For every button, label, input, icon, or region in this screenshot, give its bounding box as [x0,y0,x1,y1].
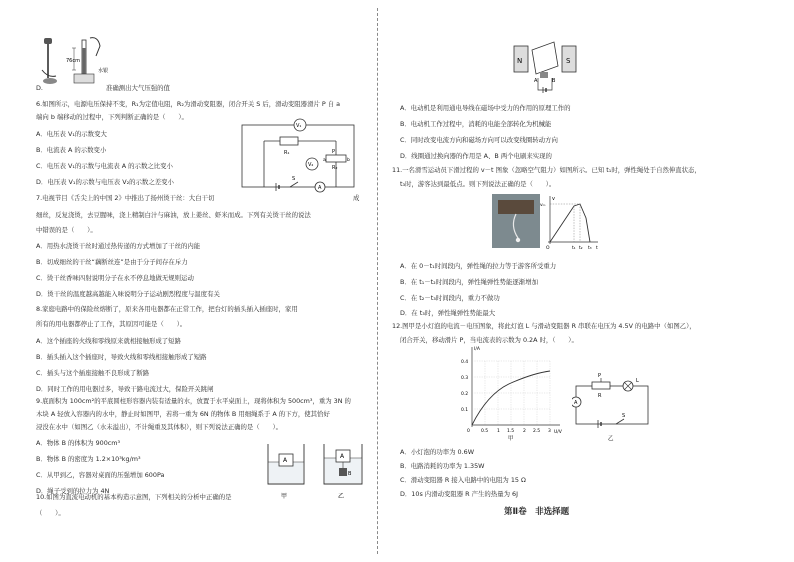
q8-option-d: D．同时工作的用电器过多，导致干路电流过大，保险开关跳闸 [36,385,214,393]
q10-stem-1: 10.如图为直流电动机的基本构造示意图，下列相关的分析中正确的是 [36,493,232,501]
q10-commutator [540,72,548,78]
q11-axis-t: t [596,246,598,251]
q10-option-d: D．线圈通过换向器的作用是 A、B 两个电刷来实现的 [400,152,552,160]
q6-label-a: a [323,158,326,163]
q6-label-r1: R₁ [284,150,290,156]
q12-label-p: P [598,373,602,379]
q12-option-a: A．小灯泡的功率为 0.6W [400,448,475,456]
q10-label-b: B [552,78,556,84]
q9-stem-1: 9.底面积为 100cm²的平底圆柱形容器内装有适量的水，放置于水平桌面上，现将体积为 500cm³，重为 3N 的 [36,397,351,405]
q11-label-origin: O [546,246,550,251]
q6-option-a: A．电压表 V₁的示数变大 [36,130,107,138]
q12-label-r: R [598,393,602,399]
q6-option-d: D．电压表 V₁的示数与电压表 V₂的示数之差变小 [36,178,174,186]
q12-grid [472,361,550,425]
q8-stem-1: 8.家庭电路中的保险丝熔断了，原来各用电器都在正常工作，把台灯的插头插入插座时，家用 [36,305,298,313]
q10-coil [532,42,558,74]
q7-stem-1: 7.电视节目《舌尖上的中国 2》中推出了扬州烫干丝：大白干切 [36,194,215,202]
q10-label-a: A [534,78,538,84]
q6-label-v1: V₁ [296,123,302,129]
q12-xtick: 3 [548,429,551,434]
q12-stem-1: 12.图甲是小灯泡的电流－电压图象，将此灯泡 L 与滑动变阻器 R 串联在电压为 4.5V 的电路中（如图乙）， [392,322,696,330]
q11-option-b: B．在 t₁－t₂时间段内，弹性绳弹性势能逐渐增加 [400,278,538,286]
q6-label-r2: R₂ [332,165,338,171]
q6-circuit-diagram [236,117,364,193]
q9-container-yi [324,444,362,500]
q11-label-t1: t₁ [572,246,576,251]
q5-option-d-label: D. [36,84,43,92]
q8-option-a: A．这个插座的火线和零线原来就相接触形成了短路 [36,337,181,345]
q10-motor-figure [510,36,580,94]
q11-option-d: D．在 t₃时，弹性绳弹性势能最大 [400,309,496,317]
q12-xtick: 0.5 [481,429,489,434]
q11-option-a: A．在 0－t₁时间段内，弹性绳的拉力等于游客所受重力 [400,262,557,270]
q8-stem-2: 所有的用电器都停止了工作，其原因可能是（ ）。 [36,320,187,328]
right-column [392,0,772,562]
q5-label-76cm: 76cm [66,58,80,64]
q10-label-n: N [517,57,523,65]
q12-xtick: 2.5 [533,429,541,434]
q12-label-l: L [636,378,639,384]
q11-stem-1: 11.一名滑雪运动员下滑过程的 v－t 图象（忽略空气阻力）如图所示。已知 t₁时，弹性绳处于自然伸直状态， [392,166,701,174]
q12-rheostat-r [592,382,610,389]
q6-label-s: S [292,176,296,182]
q11-label-t3: t₃ [588,246,592,251]
q11-axis-v: v [552,196,555,202]
q12-label-jia: 甲 [508,436,514,441]
q9-label-a-jia: A [283,457,288,464]
q9-option-b: B．物体 B 的密度为 1.2×10³kg/m³ [36,455,141,463]
q10-label-s: S [566,57,571,65]
q6-stem-1: 6.如图所示，电源电压保持不变，R₁为定值电阻，R₂为滑动变阻器，闭合开关 S 后，滑动变阻器滑片 P 自 a [36,100,341,108]
q10-stem-2: （ ）。 [36,509,65,517]
q12-xtick: 1.5 [507,429,515,434]
q12-axis-x-label: U/V [554,430,562,435]
q7-stem-2: 细丝，反复浇烫，去豆腥味，浇上精制白汁与麻油，放上姜丝、虾米而成。下列有关烫干丝的说法 [36,211,311,219]
q9-label-b: B [348,471,352,477]
q9-label-jia: 甲 [281,493,288,500]
q6-stem-2: 端向 b 端移动的过程中，下列判断正确的是（ ）。 [36,113,188,121]
q10-option-c: C．同时改变电流方向和磁场方向可以改变线圈转动方向 [400,136,558,144]
q9-label-yi: 乙 [338,493,345,500]
q12-xtick: 2 [523,429,526,434]
q7-option-d: D．烫干丝的温度越高越能入味说明分子运动剧烈程度与温度有关 [36,290,220,298]
left-column [28,0,368,562]
q12-ytick: 0.1 [461,408,469,413]
q6-resistor-r1 [280,137,298,145]
q7-stem-1-end: 成 [353,194,360,202]
q7-option-b: B．切成细丝的干丝“藕断丝连”是由于分子间存在斥力 [36,258,188,266]
q12-label-yi: 乙 [608,436,614,442]
q7-stem-3: 中错误的是（ ）。 [36,226,97,234]
q11-label-t2: t₂ [579,246,583,251]
q6-label-b: b [347,158,350,163]
q12-axis-y-label: I/A [474,347,480,352]
q11-figure [492,192,602,252]
q12-ytick: 0.3 [461,376,469,381]
q11-option-c: C．在 t₂－t₃时间段内，重力不做功 [400,294,500,302]
q12-xtick: 1 [497,429,500,434]
q6-resistor-r2 [326,155,346,162]
column-divider [377,8,378,554]
q9-containers-figure [264,440,368,504]
q12-circuit-diagram [572,372,658,444]
q12-stem-2: 闭合开关，移动滑片 P，当电流表的示数为 0.2A 时，（ ）。 [400,336,578,344]
q9-option-c: C．从甲到乙，容器对桌面的压强增加 600Pa [36,471,165,479]
q12-label-s: S [622,413,626,419]
q9-label-a-yi: A [340,453,345,460]
q8-option-c: C．插头与这个插座接触不良形成了断路 [36,369,150,377]
q6-label-v2: V₂ [308,162,314,168]
q5-hand-left [42,38,57,84]
q6-option-b: B．电流表 A 的示数变小 [36,146,107,154]
q11-stem-2: t₃时，游客达到最低点。则下列说法正确的是（ ）。 [400,180,556,188]
q5-option-d-text: 准确测出大气压强的值 [106,84,170,92]
q10-option-b: B．电动机工作过程中，消耗的电能全部转化为机械能 [400,120,552,128]
q7-option-a: A．用热水浇烫干丝时通过热传递的方式增加了干丝的内能 [36,242,201,250]
q6-label-ammeter: A [318,185,322,191]
q9-block-b [339,468,347,476]
q7-option-c: C．烫干丝香味四射说明分子在永不停息地做无规则运动 [36,274,194,282]
q9-option-a: A．物体 B 的体积为 900cm³ [36,439,121,447]
q9-option-d: D．绳子受到的拉力为 4N [36,487,110,495]
q12-option-d: D．10s 内滑动变阻器 R 产生的热量为 6J [400,490,518,498]
q5-barometer-figure [38,34,138,86]
section-title-part2: 第Ⅱ卷 非选择题 [504,507,570,517]
q9-stem-2: 木块 A 轻放入容器内的水中，静止时如图甲，若将一重为 6N 的物体 B 用细绳系于 A 的下方，使其恰好 [36,410,330,418]
q6-label-p: P [332,149,336,155]
q12-tick-zero: 0 [467,429,470,434]
q12-option-b: B．电路消耗的功率为 1.35W [400,462,485,470]
q12-ytick: 0.4 [461,360,469,365]
q10-option-a: A．电动机是利用通电导线在磁场中受力的作用的原理工作的 [400,104,571,112]
q11-vt-graph [540,196,598,251]
q11-label-vmax: vₘ [540,203,546,208]
q9-container-jia [268,444,304,500]
q5-label-mercury: 水银 [98,68,109,74]
q12-ytick: 0.2 [461,392,469,397]
q6-option-c: C．电压表 V₁的示数与电流表 A 的示数之比变小 [36,162,173,170]
q9-stem-3: 浸没在水中（如图乙（水未溢出），不计绳重及其体积），则下列说法正确的是（ ）。 [36,423,283,431]
q8-option-b: B．插头插入这个插座时，导致火线和零线相接触形成了短路 [36,353,207,361]
q12-option-c: C．滑动变阻器 R 接入电路中的电阻为 15 Ω [400,476,526,484]
q12-label-ammeter: A [574,400,578,406]
q12-iu-graph [458,343,564,441]
